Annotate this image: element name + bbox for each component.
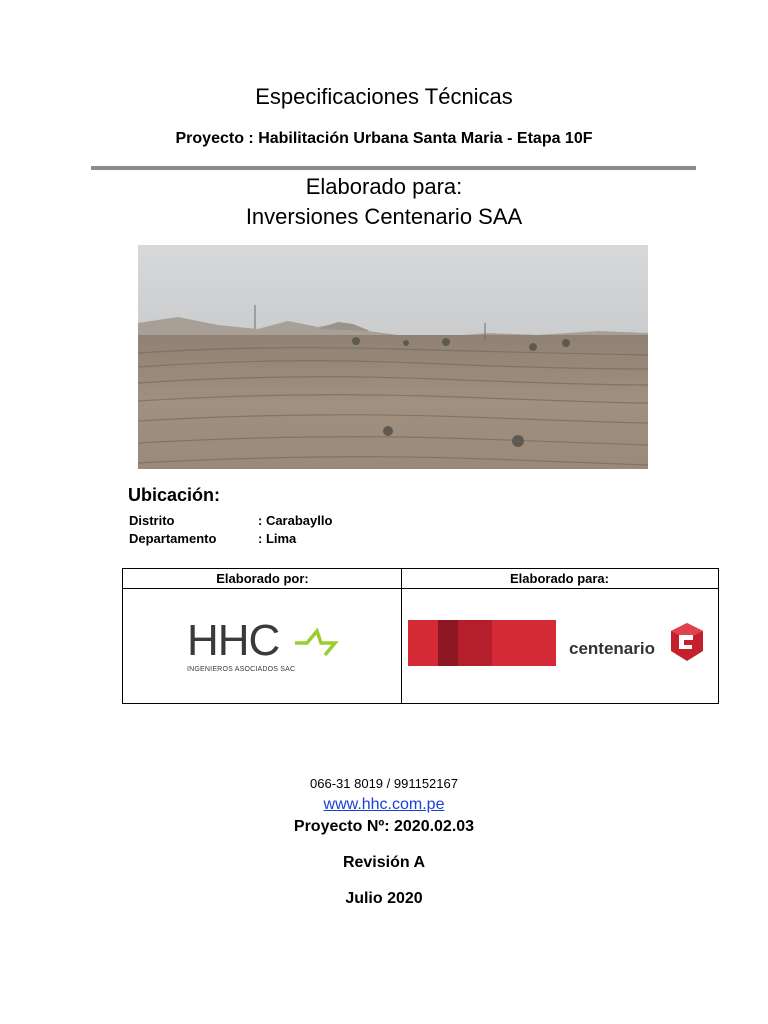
centenario-logo <box>567 619 715 669</box>
website-link[interactable]: www.hhc.com.pe <box>323 796 445 813</box>
prepared-for-heading: Elaborado para: <box>305 174 463 199</box>
revision: Revisión A <box>342 854 426 871</box>
centenario-cube-icon <box>667 619 705 663</box>
centenario-wordmark: centenario <box>569 639 655 658</box>
credits-table <box>122 568 719 704</box>
location-row-department <box>129 531 296 546</box>
table-divider <box>401 569 402 703</box>
hhc-logo <box>187 621 347 681</box>
location-row-district <box>129 513 332 528</box>
credits-left-header: Elaborado por: <box>123 569 402 589</box>
location-value: : Carabayllo <box>258 513 333 528</box>
location-value: : Lima <box>258 531 297 546</box>
location-heading: Ubicación: <box>128 485 221 505</box>
contact-phone: 066-31 8019 / 991152167 <box>310 776 458 791</box>
document-date: Julio 2020 <box>345 890 423 907</box>
location-label: Departamento <box>129 531 217 546</box>
centenario-band-graphic <box>408 620 556 666</box>
centenario-color-band <box>408 620 556 666</box>
website-link-wrapper <box>0 796 768 814</box>
hhc-mark-text: HHC <box>187 621 280 659</box>
location-label: Distrito <box>129 513 175 528</box>
hhc-logo-subtitle: INGENIEROS ASOCIADOS SAC <box>187 666 296 673</box>
document-title: Especificaciones Técnicas <box>255 84 513 109</box>
divider-rule <box>91 166 696 170</box>
project-number: Proyecto Nº: 2020.02.03 <box>293 818 475 835</box>
hhc-logo-mark <box>187 621 347 659</box>
client-name: Inversiones Centenario SAA <box>245 204 523 229</box>
project-line: Proyecto : Habilitación Urbana Santa Maria - Etapa 10F <box>175 130 593 147</box>
credits-right-header: Elaborado para: <box>401 569 718 589</box>
prepared-for-block <box>0 172 768 232</box>
site-photo-graphic <box>138 245 648 469</box>
site-photo <box>138 245 648 469</box>
